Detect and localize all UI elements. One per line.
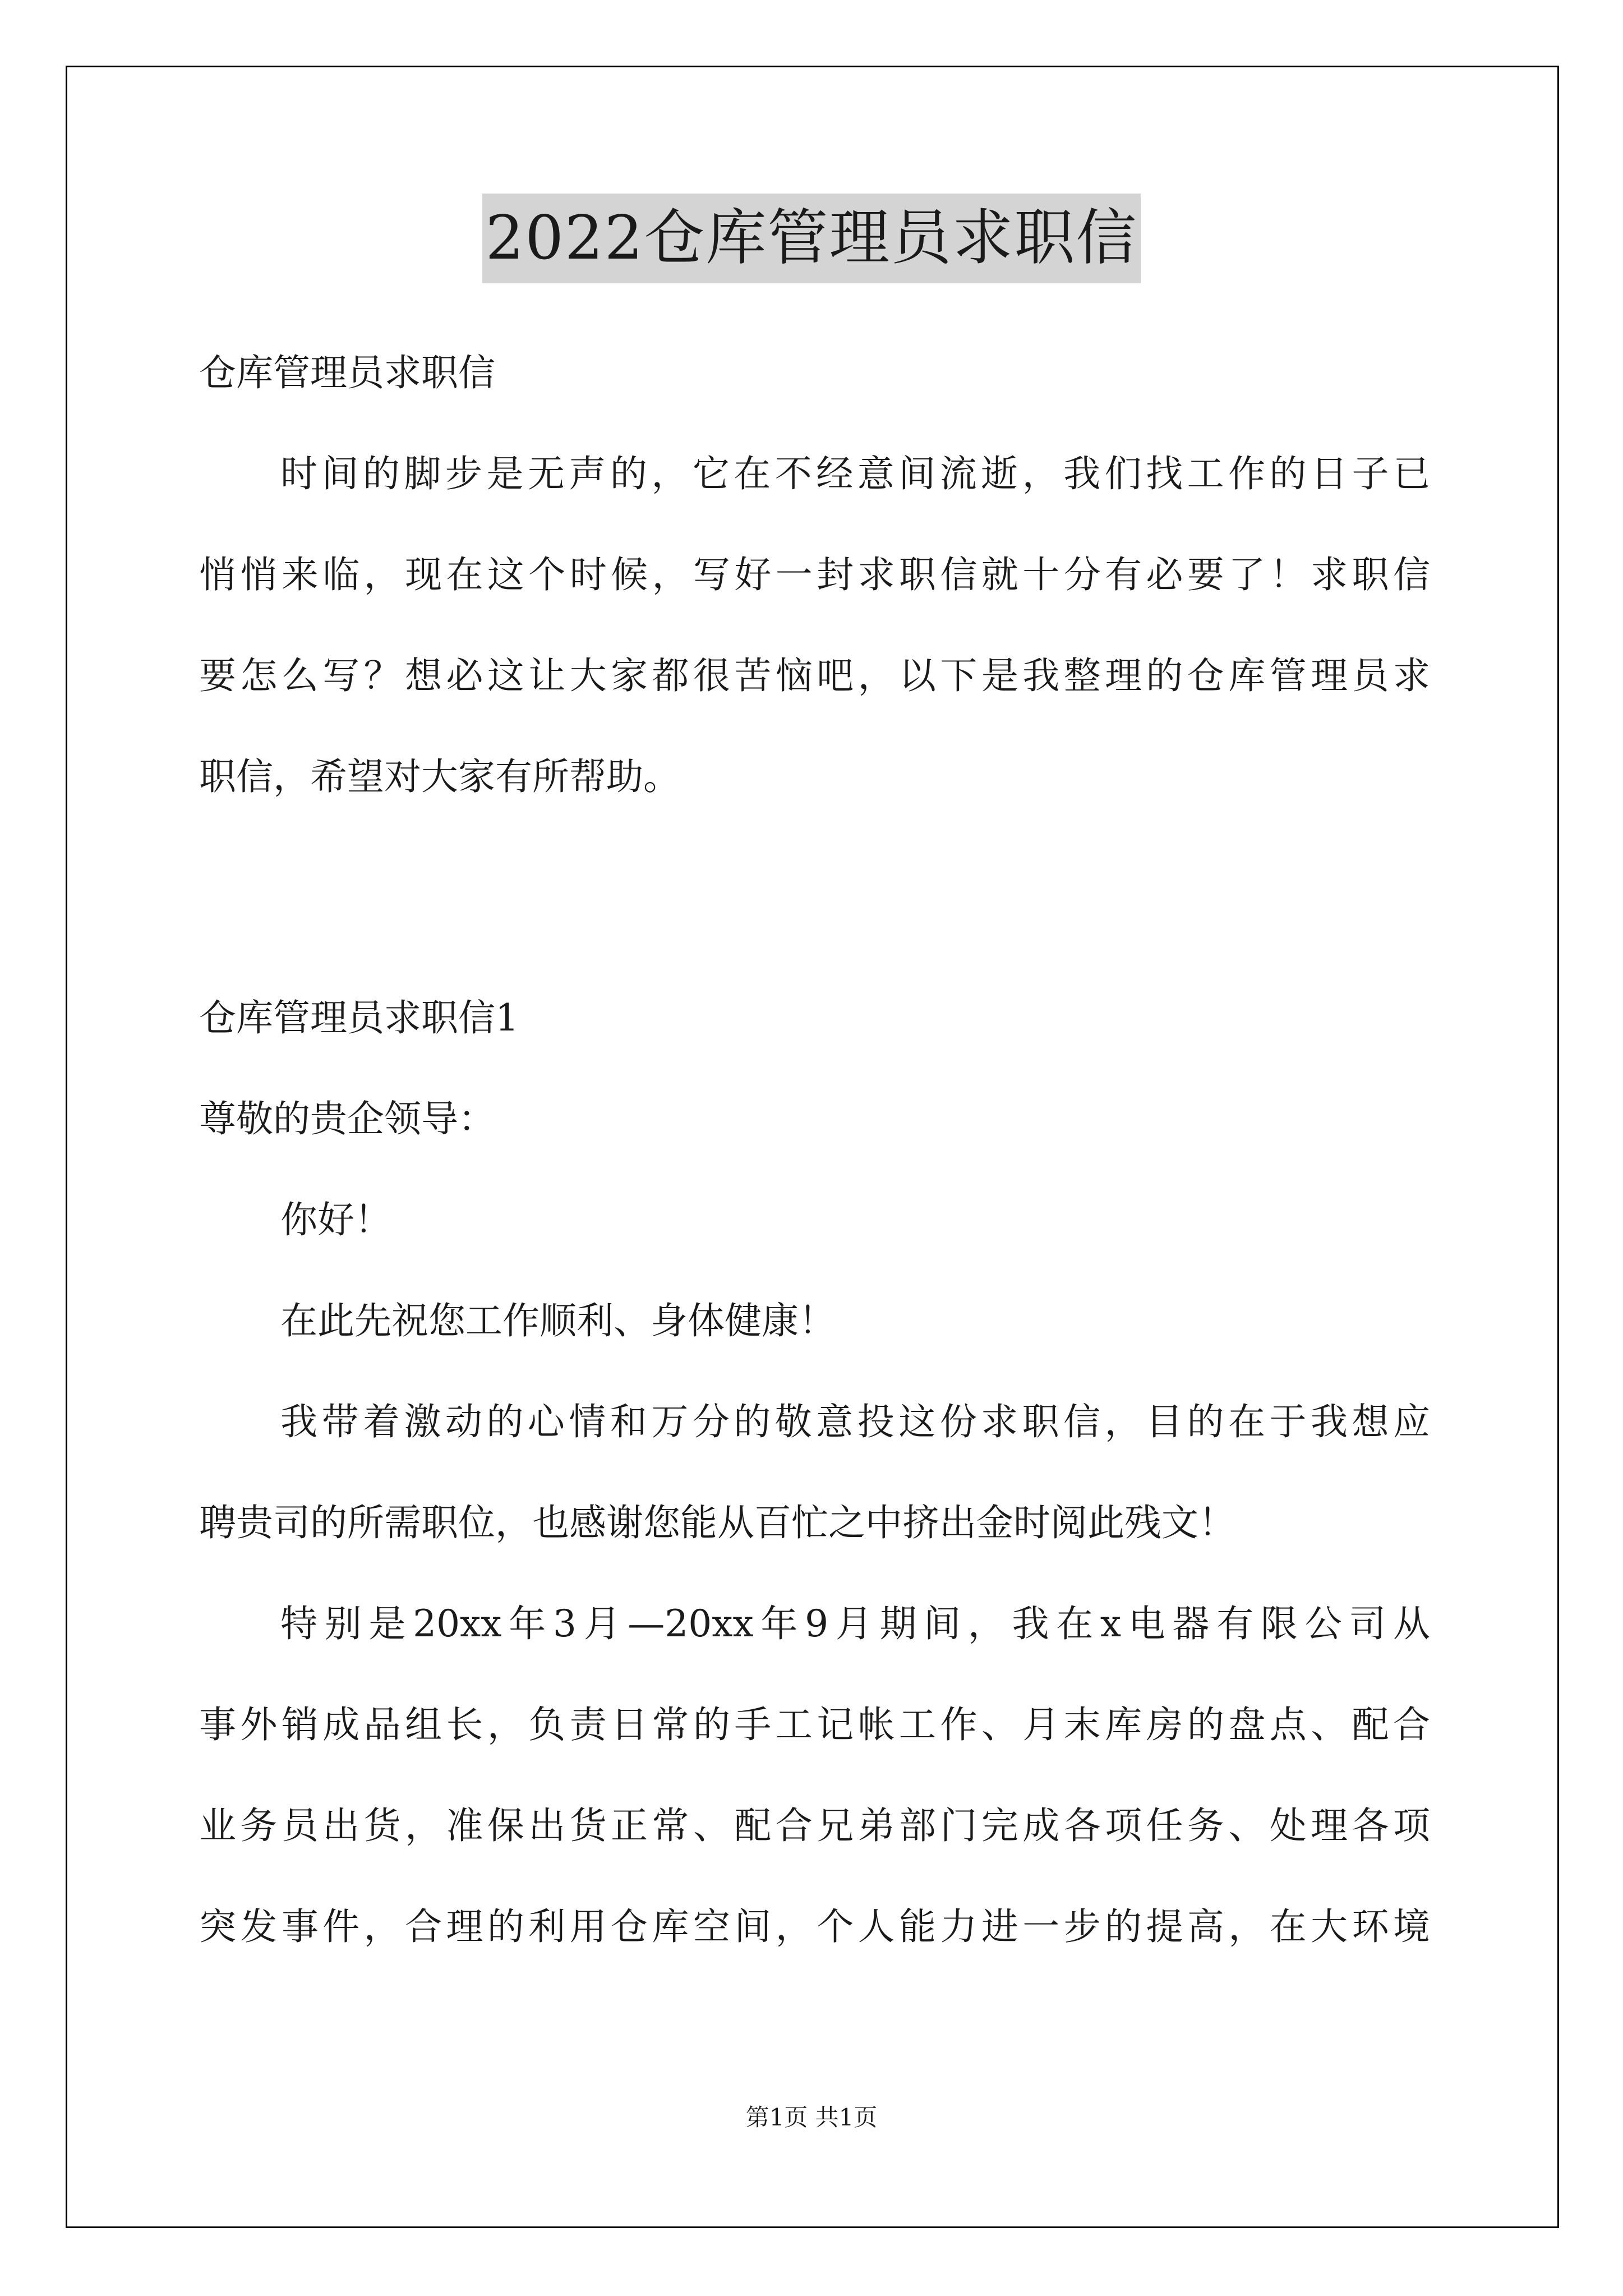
intro-line-1: 时间的脚步是无声的，它在不经意间流逝，我们找工作的日子已: [280, 452, 1430, 495]
page-footer: 第1页 共1页: [745, 2104, 878, 2131]
intro-line-4: 职信，希望对大家有所帮助。: [199, 755, 680, 798]
intro-line-2: 悄悄来临，现在这个时候，写好一封求职信就十分有必要了！求职信: [199, 553, 1430, 596]
paragraph2-line-3: 业务员出货，准保出货正常、配合兄弟部门完成各项任务、处理各项: [199, 1804, 1430, 1847]
document-title: [0, 194, 1623, 283]
paragraph1-line-2: 聘贵司的所需职位，也感谢您能从百忙之中挤出金时阅此残文！: [199, 1501, 1235, 1544]
salutation: 尊敬的贵企领导：: [199, 1097, 495, 1140]
wish-line: 在此先祝您工作顺利、身体健康！: [280, 1299, 836, 1342]
paragraph1-line-1: 我带着激动的心情和万分的敬意投这份求职信，目的在于我想应: [280, 1400, 1430, 1443]
subtitle: 仓库管理员求职信: [199, 351, 495, 394]
section-heading: 仓库管理员求职信1: [199, 996, 519, 1039]
paragraph2-line-4: 突发事件，合理的利用仓库空间，个人能力进一步的提高，在大环境: [199, 1905, 1430, 1948]
document-title-text: 2022仓库管理员求职信: [482, 194, 1141, 283]
intro-line-3: 要怎么写？想必这让大家都很苦恼吧，以下是我整理的仓库管理员求: [199, 654, 1430, 697]
greeting: 你好！: [280, 1198, 391, 1241]
paragraph2-line-2: 事外销成品组长，负责日常的手工记帐工作、月末库房的盘点、配合: [199, 1703, 1430, 1746]
paragraph2-line-1: 特别是20xx年3月—20xx年9月期间，我在x电器有限公司从: [280, 1602, 1430, 1645]
